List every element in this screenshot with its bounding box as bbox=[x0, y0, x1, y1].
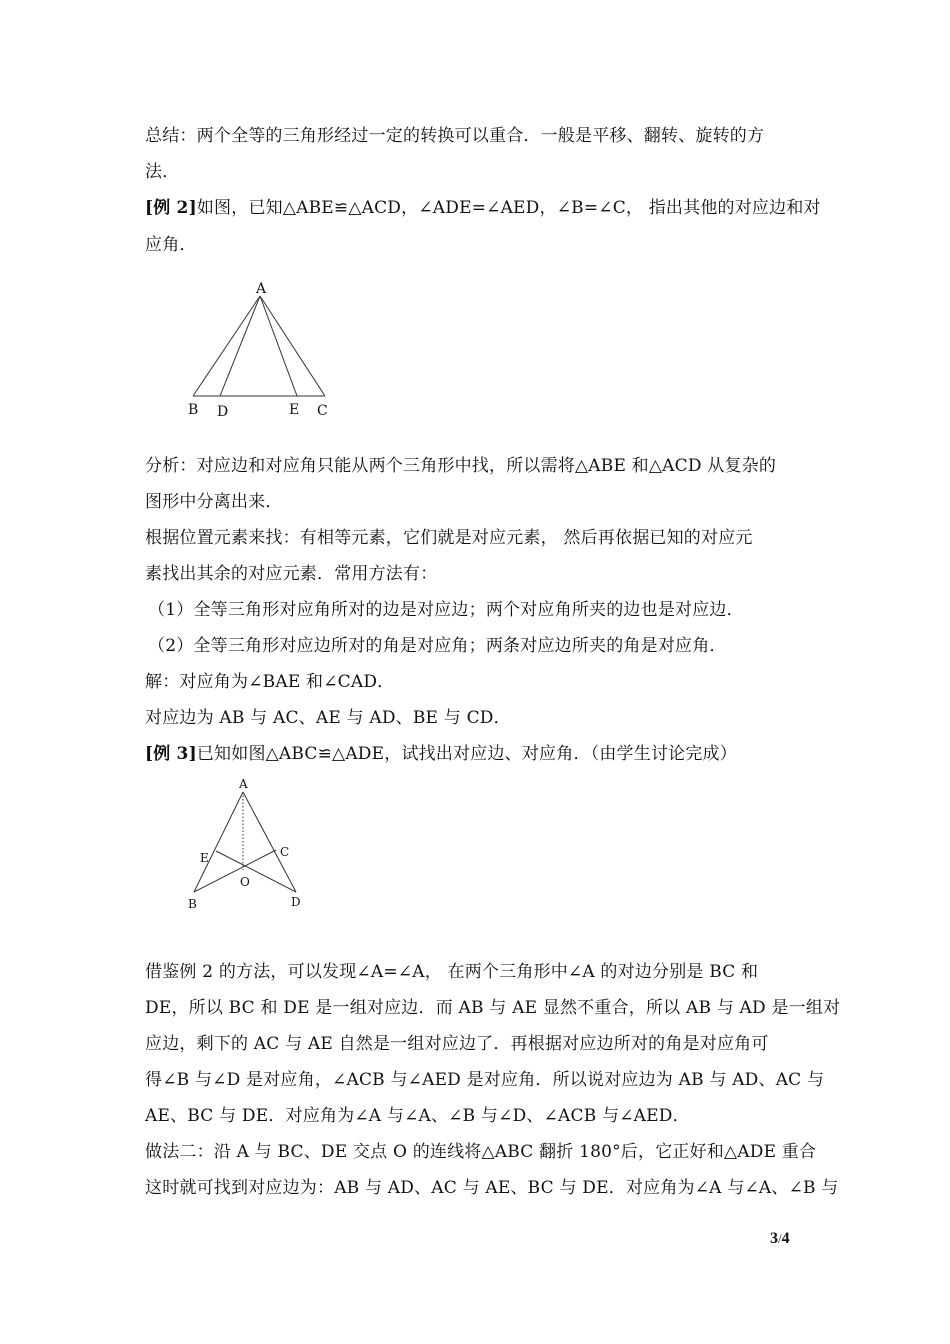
label-o: O bbox=[240, 875, 250, 889]
example-3-text: 已知如图△ABC≌△ADE，试找出对应边、对应角．（由学生讨论完成） bbox=[196, 744, 737, 764]
solution-line-2: 对应边为 AB 与 AC、AE 与 AD、BE 与 CD． bbox=[145, 708, 511, 728]
analysis-line-1: 分析：对应边和对应角只能从两个三角形中找，所以需将△ABE 和△ACD 从复杂的 bbox=[145, 456, 777, 476]
discussion-line-5: AE、BC 与 DE．对应角为∠A 与∠A、∠B 与∠D、∠ACB 与∠AED． bbox=[145, 1106, 690, 1126]
page-number bbox=[770, 1230, 790, 1248]
example-2-tag: [例 2] bbox=[145, 198, 197, 218]
rule-1: （1）全等三角形对应角所对的边是对应边；两个对应角所夹的边也是对应边． bbox=[148, 600, 744, 620]
label-e: E bbox=[200, 851, 209, 865]
segment-ae bbox=[260, 296, 297, 396]
summary-line-2: 法． bbox=[145, 162, 180, 182]
analysis-line-4: 素找出其余的对应元素．常用方法有： bbox=[145, 564, 438, 584]
solution-line-1: 解：对应角为∠BAE 和∠CAD． bbox=[145, 672, 395, 692]
label-c: C bbox=[280, 845, 290, 859]
page-total: 4 bbox=[781, 1230, 790, 1247]
page-current: 3 bbox=[770, 1230, 778, 1247]
discussion-line-2: DE，所以 BC 和 DE 是一组对应边．而 AB 与 AE 显然不重合，所以 AB 与 AD 是一组对 bbox=[145, 998, 841, 1018]
example-2-line-2: 应角． bbox=[145, 235, 197, 255]
page-separator: / bbox=[778, 1231, 782, 1246]
example-2-line-1 bbox=[145, 197, 825, 219]
label-d: D bbox=[291, 895, 301, 909]
label-c: C bbox=[317, 403, 328, 419]
segment-ab bbox=[194, 792, 243, 892]
discussion-line-6: 做法二：沿 A 与 BC、DE 交点 O 的连线将△ABC 翻折 180°后，它正好和△ADE 重合 bbox=[145, 1142, 817, 1162]
label-b: B bbox=[188, 402, 199, 418]
discussion-line-3: 应边，剩下的 AC 与 AE 自然是一组对应边了．再根据对应边所对的角是对应角可 bbox=[145, 1034, 769, 1054]
segment-ad bbox=[243, 792, 296, 892]
example-2-text: 如图，已知△ABE≌△ACD，∠ADE=∠AED，∠B=∠C， 指出其他的对应边和对 bbox=[196, 198, 821, 218]
discussion-line-7: 这时就可找到对应边为：AB 与 AD、AC 与 AE、BC 与 DE．对应角为∠A 与∠A、∠B 与 bbox=[145, 1178, 839, 1198]
example-3-triangle-figure bbox=[180, 772, 310, 917]
label-d: D bbox=[217, 404, 229, 420]
example-3-tag: [例 3] bbox=[145, 744, 197, 764]
label-a: A bbox=[256, 281, 267, 297]
rule-2: （2）全等三角形对应边所对的角是对应角；两条对应边所夹的角是对应角． bbox=[148, 636, 727, 656]
discussion-line-1: 借鉴例 2 的方法，可以发现∠A=∠A， 在两个三角形中∠A 的对边分别是 BC 和 bbox=[145, 962, 759, 982]
example-2-triangle-figure bbox=[180, 276, 340, 426]
analysis-line-3: 根据位置元素来找：有相等元素，它们就是对应元素， 然后再依据已知的对应元 bbox=[145, 528, 753, 548]
example-3-line-1 bbox=[145, 743, 825, 765]
analysis-line-2: 图形中分离出来． bbox=[145, 492, 283, 512]
segment-ac bbox=[260, 296, 325, 396]
summary-line-1: 总结：两个全等的三角形经过一定的转换可以重合．一般是平移、翻转、旋转的方 bbox=[145, 126, 765, 146]
label-e: E bbox=[289, 402, 300, 418]
discussion-line-4: 得∠B 与∠D 是对应角，∠ACB 与∠AED 是对应角．所以说对应边为 AB 与 AD、AC 与 bbox=[145, 1070, 825, 1090]
label-a: A bbox=[239, 777, 248, 791]
label-b: B bbox=[188, 897, 197, 911]
